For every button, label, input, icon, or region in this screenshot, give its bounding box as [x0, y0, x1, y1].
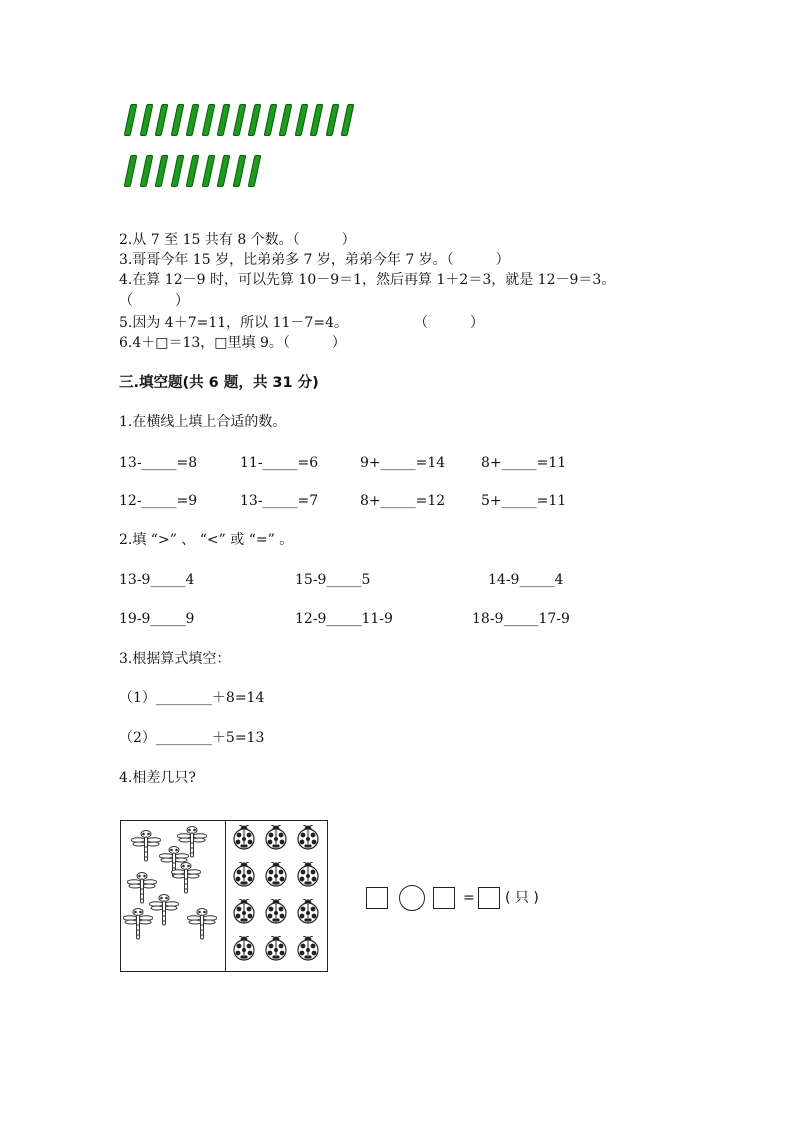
- fill1-r1-c3: 9+_____=14: [360, 455, 446, 471]
- equals-sign: =: [463, 890, 475, 906]
- counting-stick: [139, 104, 153, 136]
- counting-stick: [155, 104, 169, 136]
- dragonfly-icon: [149, 893, 179, 927]
- fill1-r2-c2: 13-_____=7: [240, 493, 319, 509]
- ladybug-icon: [263, 899, 289, 925]
- fill3-item1: （1）________＋8=14: [119, 690, 265, 706]
- fill2-r1-c3: 14-9_____4: [488, 572, 564, 588]
- fill1-r2-c4: 5+_____=11: [481, 493, 567, 509]
- unit-label: ( 只 ): [505, 890, 539, 906]
- counting-stick: [217, 104, 231, 136]
- counting-stick: [170, 104, 184, 136]
- judge-q2: 2.从 7 至 15 共有 8 个数。（ ）: [119, 232, 356, 248]
- counting-stick: [325, 104, 339, 136]
- answer-box-3[interactable]: [478, 887, 500, 909]
- counting-stick: [341, 104, 355, 136]
- fill2-r2-c3: 18-9_____17-9: [472, 611, 570, 627]
- fill2-r1-c2: 15-9_____5: [295, 572, 371, 588]
- fill1-title: 1.在横线上填上合适的数。: [119, 414, 287, 430]
- dragonfly-icon: [187, 907, 217, 941]
- fill1-r2-c3: 8+_____=12: [360, 493, 446, 509]
- dragonfly-icon: [131, 829, 161, 863]
- judge-q4: 4.在算 12－9 时，可以先算 10－9＝1，然后再算 1＋2＝3，就是 12－9＝3。: [119, 272, 616, 288]
- fill2-r2-c2: 12-9_____11-9: [295, 611, 393, 627]
- dragonfly-icon: [171, 861, 201, 895]
- ladybug-icon: [263, 825, 289, 851]
- counting-stick: [263, 104, 277, 136]
- counting-stick: [139, 155, 153, 187]
- fill3-title: 3.根据算式填空：: [119, 651, 231, 667]
- ladybug-icon: [263, 862, 289, 888]
- ladybug-icon: [295, 899, 321, 925]
- section-title: 三.填空题(共 6 题，共 31 分): [119, 375, 319, 391]
- ladybug-icon: [231, 899, 257, 925]
- ladybug-icon: [295, 825, 321, 851]
- counting-stick: [248, 104, 262, 136]
- ladybug-icon: [295, 936, 321, 962]
- counting-stick: [155, 155, 169, 187]
- fill3-item2: （2）________＋5=13: [119, 730, 265, 746]
- fill4-title: 4.相差几只?: [119, 770, 196, 786]
- operator-circle[interactable]: [399, 885, 425, 911]
- counting-stick: [186, 155, 200, 187]
- counting-stick: [201, 104, 215, 136]
- ladybug-icon: [231, 825, 257, 851]
- ladybug-icon: [231, 936, 257, 962]
- fill1-r1-c1: 13-_____=8: [119, 455, 198, 471]
- judge-q3: 3.哥哥今年 15 岁，比弟弟多 7 岁，弟弟今年 7 岁。（ ）: [119, 252, 510, 268]
- counting-stick: [186, 104, 200, 136]
- counting-stick: [248, 155, 262, 187]
- judge-q5-paren: （ ）: [414, 315, 484, 331]
- counting-stick: [232, 155, 246, 187]
- ladybug-icon: [231, 862, 257, 888]
- animal-figure: [120, 820, 328, 972]
- ladybug-icon: [263, 936, 289, 962]
- judge-q4-paren: （ ）: [119, 293, 189, 309]
- counting-stick: [217, 155, 231, 187]
- counting-stick: [310, 104, 324, 136]
- answer-box-2[interactable]: [433, 887, 455, 909]
- dragonfly-icon: [123, 907, 153, 941]
- judge-q6: 6.4＋□＝13，□里填 9。（ ）: [119, 335, 346, 351]
- counting-stick: [232, 104, 246, 136]
- answer-box-1[interactable]: [366, 887, 388, 909]
- counting-stick: [170, 155, 184, 187]
- figure-divider: [225, 821, 226, 971]
- fill1-r1-c2: 11-_____=6: [240, 455, 319, 471]
- judge-q5: 5.因为 4＋7=11，所以 11－7=4。: [119, 315, 348, 331]
- fill1-r2-c1: 12-_____=9: [119, 493, 198, 509]
- counting-stick: [279, 104, 293, 136]
- fill2-r2-c1: 19-9_____9: [119, 611, 195, 627]
- fill2-r1-c1: 13-9_____4: [119, 572, 195, 588]
- fill2-title: 2.填 “>” 、 “<” 或 “=” 。: [119, 532, 294, 548]
- ladybug-icon: [295, 862, 321, 888]
- counting-stick: [124, 155, 138, 187]
- counting-stick: [294, 104, 308, 136]
- counting-stick: [124, 104, 138, 136]
- fill1-r1-c4: 8+_____=11: [481, 455, 567, 471]
- counting-stick: [201, 155, 215, 187]
